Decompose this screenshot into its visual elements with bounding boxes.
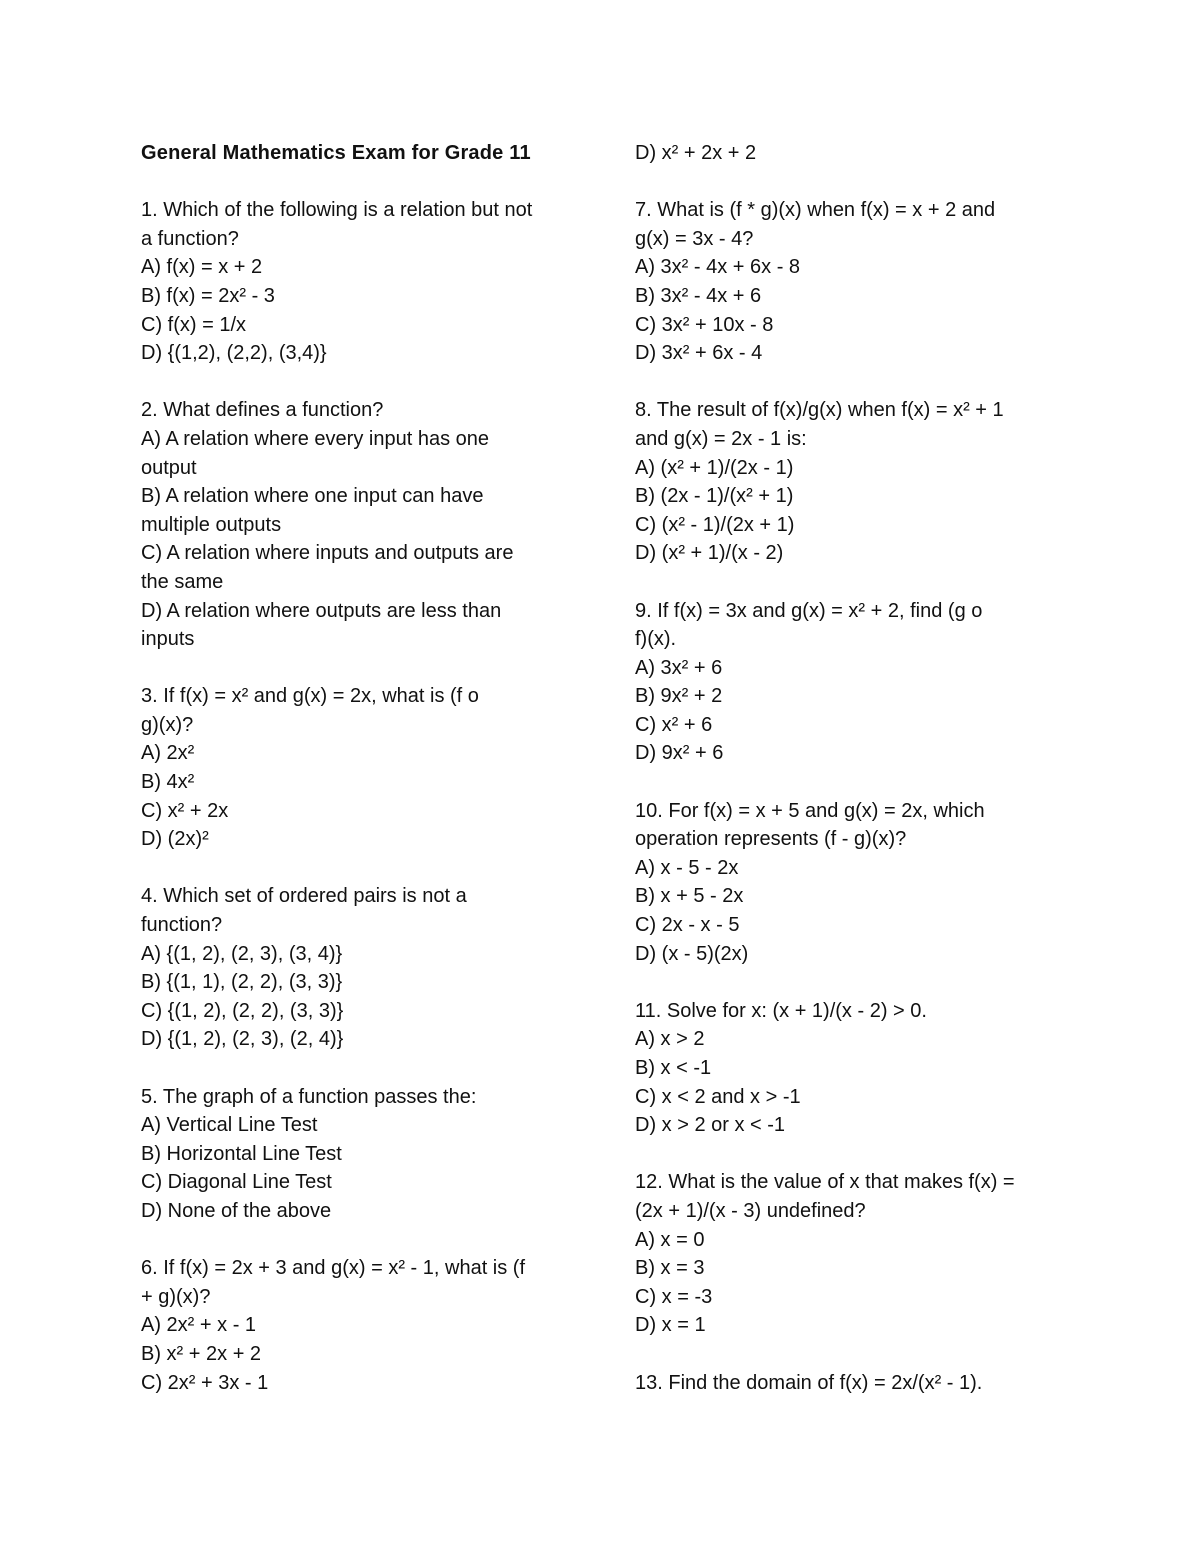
answer-option: A) x - 5 - 2x: [635, 856, 739, 879]
answer-option: D) (x - 5)(2x): [635, 942, 749, 965]
question-text: 8. The result of f(x)/g(x) when f(x) = x² + 1: [635, 399, 1004, 422]
answer-option: C) {(1, 2), (2, 2), (3, 3)}: [141, 999, 344, 1022]
question-text: 9. If f(x) = 3x and g(x) = x² + 2, find (g o: [635, 599, 983, 622]
answer-option: D) 3x² + 6x - 4: [635, 342, 763, 365]
answer-option: B) 3x² - 4x + 6: [635, 284, 762, 307]
answer-option: multiple outputs: [141, 513, 282, 536]
answer-option: output: [141, 456, 197, 479]
question-text: g(x) = 3x - 4?: [635, 227, 754, 250]
question-text: 1. Which of the following is a relation but not: [141, 199, 533, 222]
answer-option: D) x² + 2x + 2: [635, 142, 757, 164]
answer-option: C) 2x - x - 5: [635, 914, 740, 937]
answer-option: B) x < -1: [635, 1057, 712, 1079]
answer-option: B) f(x) = 2x² - 3: [141, 284, 275, 307]
question-text: function?: [141, 914, 223, 937]
answer-option: C) 2x² + 3x - 1: [141, 1371, 269, 1394]
question-block: [635, 1168, 1065, 1340]
question-text: a function?: [141, 227, 239, 250]
answer-option: D) {(1, 2), (2, 3), (2, 4)}: [141, 1028, 344, 1051]
question-text: 3. If f(x) = x² and g(x) = 2x, what is (f o: [141, 685, 479, 708]
answer-option: B) Horizontal Line Test: [141, 1142, 342, 1165]
question-text: 6. If f(x) = 2x + 3 and g(x) = x² - 1, what is (f: [141, 1257, 526, 1280]
question-block: [141, 196, 581, 368]
answer-option: A) 2x²: [141, 742, 195, 765]
answer-option: D) x > 2 or x < -1: [635, 1114, 786, 1137]
question-text: 10. For f(x) = x + 5 and g(x) = 2x, which: [635, 799, 985, 822]
right-column: [635, 139, 1065, 1426]
answer-option: B) 9x² + 2: [635, 685, 723, 708]
exam-title: General Mathematics Exam for Grade 11: [141, 142, 531, 164]
answer-option: D) {(1,2), (2,2), (3,4)}: [141, 342, 327, 365]
answer-option: C) x² + 2x: [141, 799, 229, 822]
answer-option: A) Vertical Line Test: [141, 1114, 318, 1137]
question-block: [141, 882, 581, 1054]
answer-option: C) (x² - 1)/(2x + 1): [635, 513, 795, 536]
answer-option: D) (2x)²: [141, 828, 209, 851]
answer-option: C) Diagonal Line Test: [141, 1171, 332, 1194]
question-block: [141, 1254, 581, 1397]
answer-option: B) A relation where one input can have: [141, 485, 484, 508]
question-text: 13. Find the domain of f(x) = 2x/(x² - 1).: [635, 1371, 983, 1394]
question-text: and g(x) = 2x - 1 is:: [635, 427, 807, 450]
question-text: 4. Which set of ordered pairs is not a: [141, 885, 467, 908]
answer-option: A) f(x) = x + 2: [141, 256, 263, 279]
question-block: [635, 396, 1065, 568]
question-text: f)(x).: [635, 628, 677, 651]
answer-option: A) {(1, 2), (2, 3), (3, 4)}: [141, 942, 343, 965]
answer-option: A) 2x² + x - 1: [141, 1314, 257, 1337]
question-block: [635, 597, 1065, 769]
answer-option: B) x² + 2x + 2: [141, 1342, 262, 1365]
question-block: [141, 1083, 581, 1226]
answer-option: C) 3x² + 10x - 8: [635, 313, 774, 336]
answer-option: D) 9x² + 6: [635, 742, 724, 765]
answer-option: B) x + 5 - 2x: [635, 885, 744, 908]
question-text: + g)(x)?: [141, 1285, 211, 1308]
question-text: (2x + 1)/(x - 3) undefined?: [635, 1199, 866, 1222]
answer-option: C) A relation where inputs and outputs are: [141, 542, 514, 565]
answer-option: inputs: [141, 628, 195, 651]
question-text: 12. What is the value of x that makes f(x) =: [635, 1171, 1015, 1194]
question-block: [635, 196, 1065, 368]
answer-option: D) (x² + 1)/(x - 2): [635, 542, 784, 565]
answer-option: D) x = 1: [635, 1314, 706, 1337]
question-block: [141, 682, 581, 854]
answer-option: C) x² + 6: [635, 713, 713, 736]
question-block: [635, 139, 1065, 168]
answer-option: B) 4x²: [141, 771, 195, 794]
answer-option: C) f(x) = 1/x: [141, 313, 247, 336]
question-text: 5. The graph of a function passes the:: [141, 1085, 477, 1108]
answer-option: A) A relation where every input has one: [141, 427, 489, 450]
answer-option: A) (x² + 1)/(2x - 1): [635, 456, 794, 479]
answer-option: B) (2x - 1)/(x² + 1): [635, 485, 794, 508]
answer-option: D) A relation where outputs are less than: [141, 599, 502, 622]
answer-option: A) 3x² - 4x + 6x - 8: [635, 256, 801, 279]
answer-option: C) x < 2 and x > -1: [635, 1085, 801, 1108]
answer-option: A) 3x² + 6: [635, 656, 723, 679]
question-text: operation represents (f - g)(x)?: [635, 828, 907, 851]
question-block: [141, 396, 581, 653]
question-text: 2. What defines a function?: [141, 399, 384, 422]
answer-option: A) x > 2: [635, 1028, 705, 1051]
question-block: [635, 997, 1065, 1140]
left-column: [141, 139, 581, 1426]
question-text: g)(x)?: [141, 713, 194, 736]
answer-option: B) {(1, 1), (2, 2), (3, 3)}: [141, 971, 343, 994]
question-text: 11. Solve for x: (x + 1)/(x - 2) > 0.: [635, 999, 927, 1022]
answer-option: C) x = -3: [635, 1285, 713, 1308]
question-block: [635, 797, 1065, 969]
answer-option: the same: [141, 570, 224, 593]
answer-option: A) x = 0: [635, 1228, 705, 1251]
answer-option: B) x = 3: [635, 1257, 705, 1280]
question-block: [635, 1369, 1065, 1398]
question-text: 7. What is (f * g)(x) when f(x) = x + 2 and: [635, 199, 996, 222]
answer-option: D) None of the above: [141, 1199, 332, 1222]
